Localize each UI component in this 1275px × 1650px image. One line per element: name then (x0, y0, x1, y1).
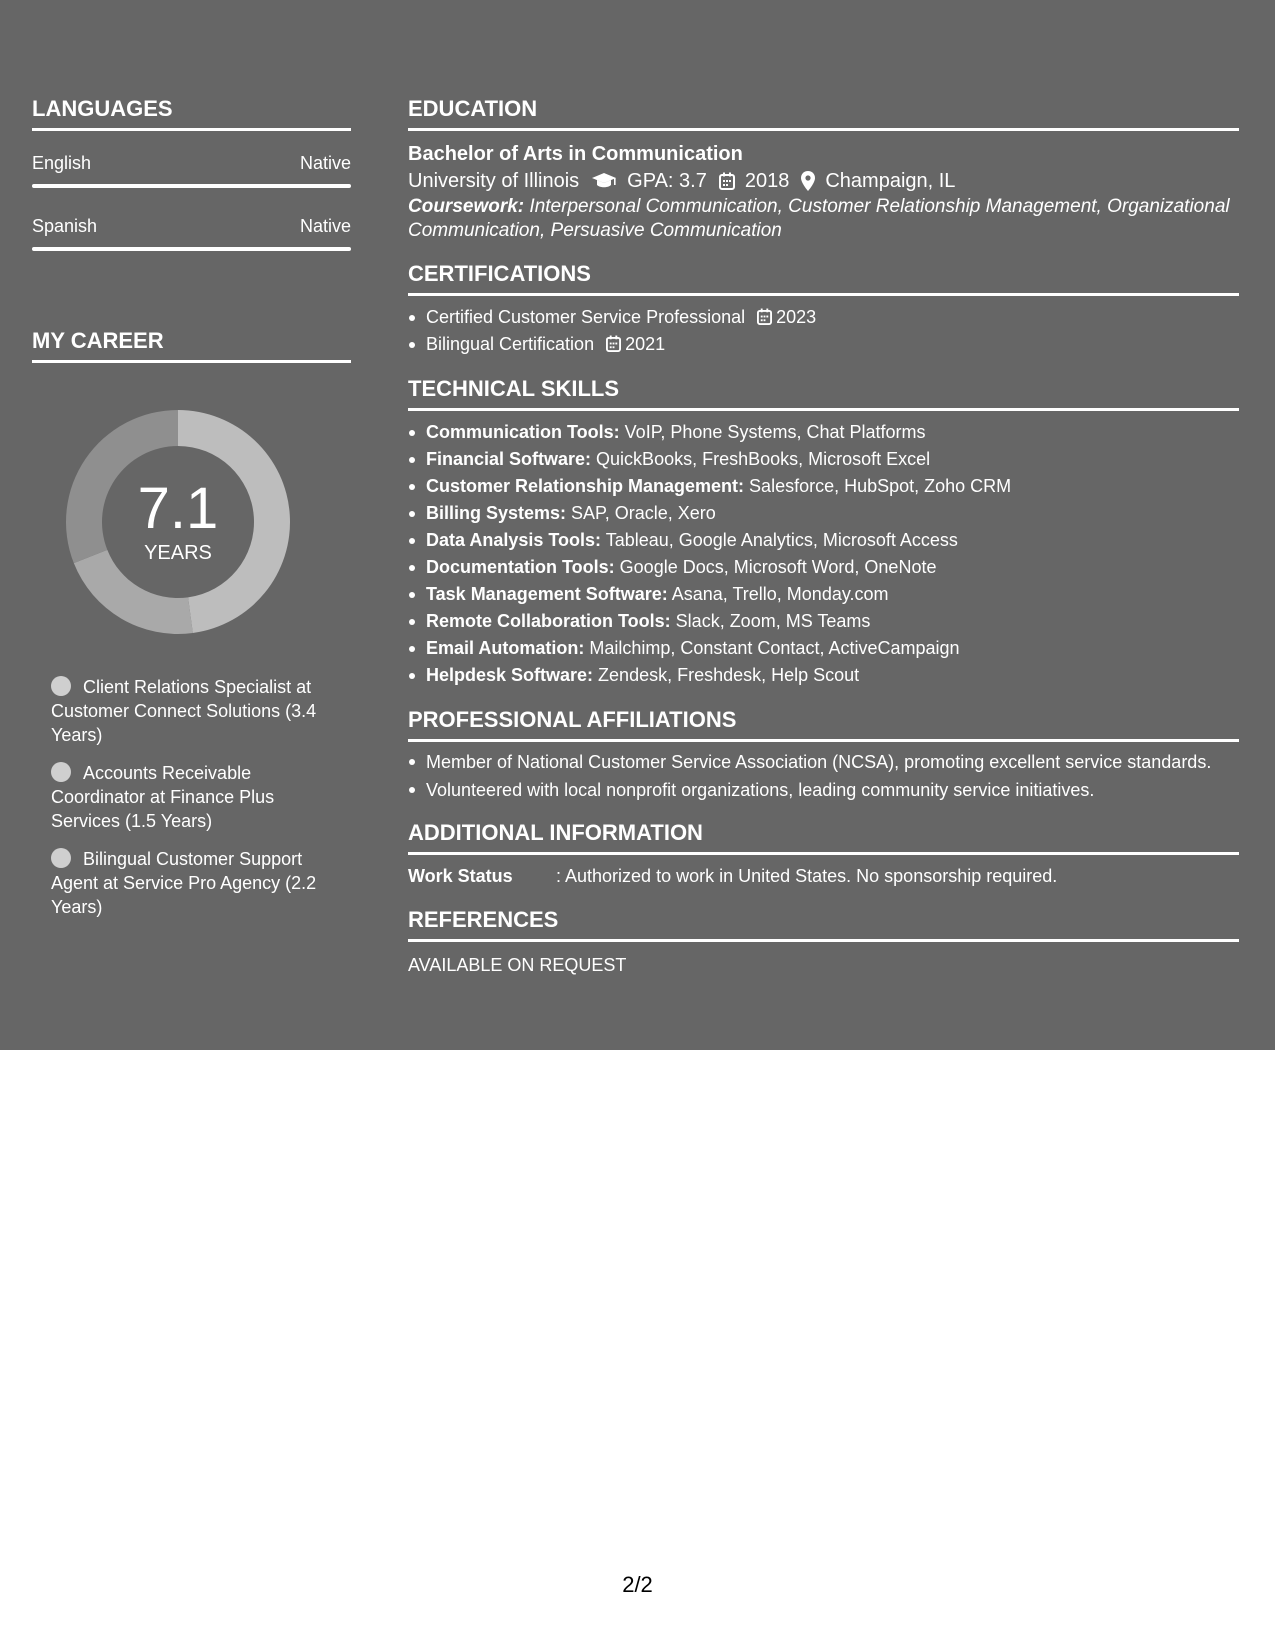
degree-title: Bachelor of Arts in Communication (408, 143, 743, 165)
certifications-section (408, 259, 1239, 358)
skill-item (408, 635, 1239, 662)
certifications-title: CERTIFICATIONS (408, 261, 591, 286)
skill-item (408, 446, 1239, 473)
skill-label: Email Automation: (426, 638, 585, 658)
career-item (51, 847, 336, 919)
skill-value: Asana, Trello, Monday.com (667, 584, 889, 604)
graduation-cap-icon (591, 172, 617, 190)
skill-item (408, 554, 1239, 581)
skill-item (408, 581, 1239, 608)
skill-value: Salesforce, HubSpot, Zoho CRM (744, 476, 1012, 496)
skill-item (408, 662, 1239, 689)
gpa-value: GPA: 3.7 (627, 170, 707, 192)
affiliations-divider (408, 739, 1239, 742)
skill-value: VoIP, Phone Systems, Chat Platforms (619, 422, 926, 442)
calendar-icon (757, 308, 772, 325)
skill-label: Documentation Tools: (426, 557, 615, 577)
education-title: EDUCATION (408, 96, 538, 121)
skill-item (408, 419, 1239, 446)
right-column (408, 94, 1239, 994)
skill-item (408, 527, 1239, 554)
certification-year: 2021 (625, 334, 666, 354)
language-name: Spanish (32, 216, 98, 236)
skill-label: Helpdesk Software: (426, 665, 594, 685)
skill-label: Communication Tools: (426, 422, 620, 442)
certification-item (408, 304, 1239, 331)
skill-item (408, 608, 1239, 635)
affiliation-item: Volunteered with local nonprofit organizations, leading community service initiatives. (408, 778, 1239, 802)
career-divider (32, 360, 351, 363)
references-section (408, 905, 1239, 978)
coursework (408, 195, 1239, 243)
skill-label: Customer Relationship Management: (426, 476, 745, 496)
language-name: English (32, 153, 92, 173)
calendar-icon (606, 335, 621, 352)
work-status-label: Work Status (408, 866, 513, 886)
skill-value: Mailchimp, Constant Contact, ActiveCampaign (584, 638, 960, 658)
skill-value: QuickBooks, FreshBooks, Microsoft Excel (591, 449, 931, 469)
education-location: Champaign, IL (825, 170, 956, 192)
language-item (32, 151, 351, 188)
skill-label: Data Analysis Tools: (426, 530, 602, 550)
skill-value: Google Docs, Microsoft Word, OneNote (614, 557, 937, 577)
additional-section (408, 818, 1239, 889)
skill-item (408, 500, 1239, 527)
career-dot-icon (51, 848, 71, 868)
language-item (32, 214, 351, 251)
certifications-divider (408, 293, 1239, 296)
languages-title: LANGUAGES (32, 96, 173, 121)
calendar-icon (719, 172, 735, 190)
skills-list (408, 419, 1239, 689)
skill-value: Zendesk, Freshdesk, Help Scout (593, 665, 860, 685)
skill-item (408, 473, 1239, 500)
affiliation-item: Member of National Customer Service Association (NCSA), promoting excellent service standards. (408, 750, 1239, 774)
skill-value: Tableau, Google Analytics, Microsoft Access (601, 530, 958, 550)
page-number: 2/2 (622, 1572, 653, 1597)
graduation-year: 2018 (744, 170, 790, 192)
skills-section (408, 374, 1239, 689)
skill-value: SAP, Oracle, Xero (566, 503, 716, 523)
certification-name: Certified Customer Service Professional (426, 307, 746, 327)
skills-divider (408, 408, 1239, 411)
additional-divider (408, 852, 1239, 855)
language-level: Native (299, 216, 351, 236)
references-text: AVAILABLE ON REQUEST (408, 955, 627, 975)
career-title: MY CAREER (32, 328, 164, 353)
certification-year: 2023 (776, 307, 817, 327)
certifications-list (408, 304, 1239, 358)
career-item-text: Client Relations Specialist at Customer Connect Solutions (3.4 Years) (51, 677, 317, 745)
coursework-label: Coursework: (408, 196, 525, 217)
languages-divider (32, 128, 351, 131)
work-status-row (408, 863, 1239, 889)
career-item-text: Bilingual Customer Support Agent at Service Pro Agency (2.2 Years) (51, 849, 317, 917)
skill-label: Financial Software: (426, 449, 592, 469)
language-proficiency-bar (32, 184, 351, 188)
location-pin-icon (801, 171, 815, 191)
career-item (51, 761, 336, 833)
references-title: REFERENCES (408, 907, 559, 932)
career-years-unit: YEARS (144, 542, 212, 564)
affiliations-list (408, 750, 1239, 802)
language-proficiency-bar (32, 247, 351, 251)
skill-value: Slack, Zoom, MS Teams (670, 611, 871, 631)
career-donut-chart (63, 407, 293, 637)
left-column (32, 94, 351, 933)
career-list (51, 675, 336, 919)
career-dot-icon (51, 762, 71, 782)
certification-name: Bilingual Certification (426, 334, 595, 354)
additional-title: ADDITIONAL INFORMATION (408, 820, 703, 845)
career-item-text: Accounts Receivable Coordinator at Finance Plus Services (1.5 Years) (51, 763, 275, 831)
affiliations-title: PROFESSIONAL AFFILIATIONS (408, 707, 737, 732)
work-status-value: : Authorized to work in United States. No sponsorship required. (556, 866, 1058, 886)
skill-label: Task Management Software: (426, 584, 668, 604)
school-name: University of Illinois (408, 170, 580, 192)
education-meta (408, 167, 1239, 195)
career-dot-icon (51, 676, 71, 696)
skills-title: TECHNICAL SKILLS (408, 376, 620, 401)
affiliations-section (408, 705, 1239, 802)
skill-label: Remote Collaboration Tools: (426, 611, 671, 631)
career-total-years: 7.1 (137, 476, 219, 541)
certification-item (408, 331, 1239, 358)
language-level: Native (299, 153, 351, 173)
career-item (51, 675, 336, 747)
education-divider (408, 128, 1239, 131)
skill-label: Billing Systems: (426, 503, 567, 523)
coursework-list: Interpersonal Communication, Customer Relationship Management, Organizational Communication, Persuasive Communication (408, 196, 1230, 241)
references-divider (408, 939, 1239, 942)
education-section (408, 94, 1239, 243)
